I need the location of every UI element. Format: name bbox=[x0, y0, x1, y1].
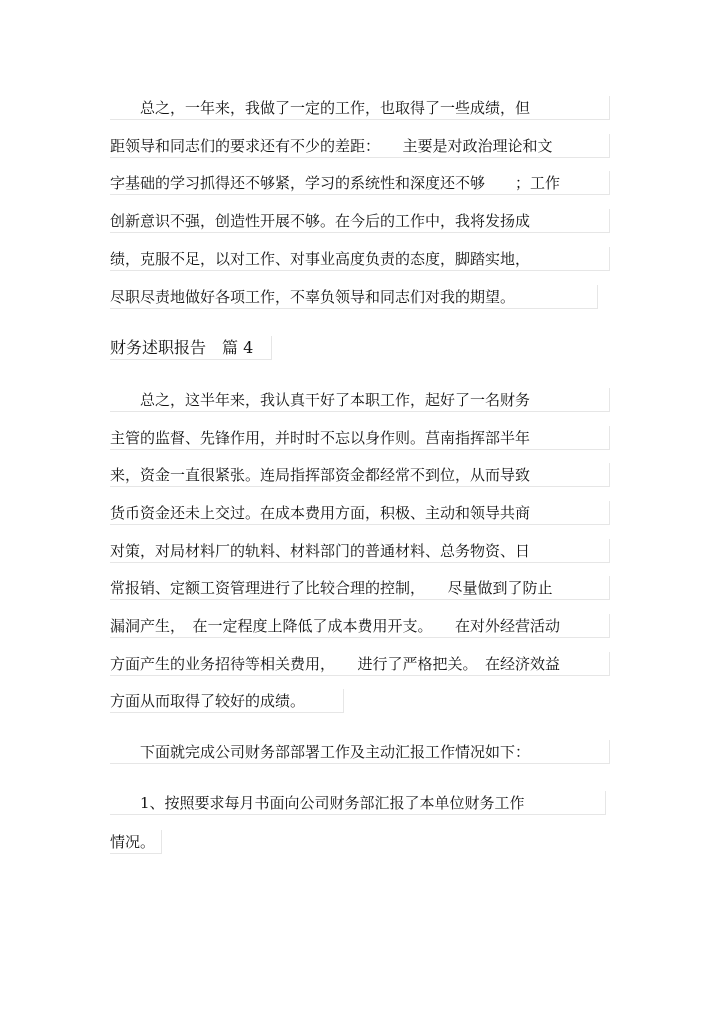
paragraph-1-line-2: 距领导和同志们的要求还有不少的差距： 主要是对政治理论和文 bbox=[110, 134, 610, 158]
paragraph-2-line-5: 对策，对局材料厂的轨料、材料部门的普通材料、总务物资、日 bbox=[110, 539, 610, 563]
paragraph-2-line-8: 方面产生的业务招待等相关费用， 进行了严格把关。 在经济效益 bbox=[110, 652, 610, 676]
paragraph-1-line-3: 字基础的学习抓得还不够紧，学习的系统性和深度还不够 ；工作 bbox=[110, 171, 610, 195]
paragraph-2-line-9: 方面从而取得了较好的成绩。 bbox=[110, 689, 344, 713]
paragraph-1-line-4: 创新意识不强，创造性开展不够。在今后的工作中，我将发扬成 bbox=[110, 209, 610, 233]
paragraph-1-line-6: 尽职尽责地做好各项工作，不辜负领导和同志们对我的期望。 bbox=[110, 285, 598, 309]
paragraph-2-line-1: 总之，这半年来，我认真干好了本职工作，起好了一名财务 bbox=[110, 388, 610, 412]
paragraph-4-line-2: 情况。 bbox=[110, 830, 162, 854]
paragraph-2-line-6: 常报销、定额工资管理进行了比较合理的控制， 尽量做到了防止 bbox=[110, 576, 610, 600]
paragraph-3-line-1: 下面就完成公司财务部部署工作及主动汇报工作情况如下： bbox=[110, 740, 610, 764]
paragraph-2-line-2: 主管的监督、先锋作用，并时时不忘以身作则。莒南指挥部半年 bbox=[110, 426, 610, 450]
paragraph-4-line-1: 1、按照要求每月书面向公司财务部汇报了本单位财务工作 bbox=[110, 791, 606, 815]
paragraph-2-line-3: 来，资金一直很紧张。连局指挥部资金都经常不到位，从而导致 bbox=[110, 463, 610, 487]
section-heading: 财务述职报告 篇 4 bbox=[110, 336, 272, 360]
paragraph-2-line-4: 货币资金还未上交过。在成本费用方面，积极、主动和领导共商 bbox=[110, 501, 610, 525]
paragraph-2-line-7: 漏洞产生， 在一定程度上降低了成本费用开支。 在对外经营活动 bbox=[110, 614, 610, 638]
paragraph-1-line-1: 总之，一年来，我做了一定的工作，也取得了一些成绩，但 bbox=[110, 96, 610, 120]
paragraph-1-line-5: 绩，克服不足，以对工作、对事业高度负责的态度，脚踏实地， bbox=[110, 247, 610, 271]
